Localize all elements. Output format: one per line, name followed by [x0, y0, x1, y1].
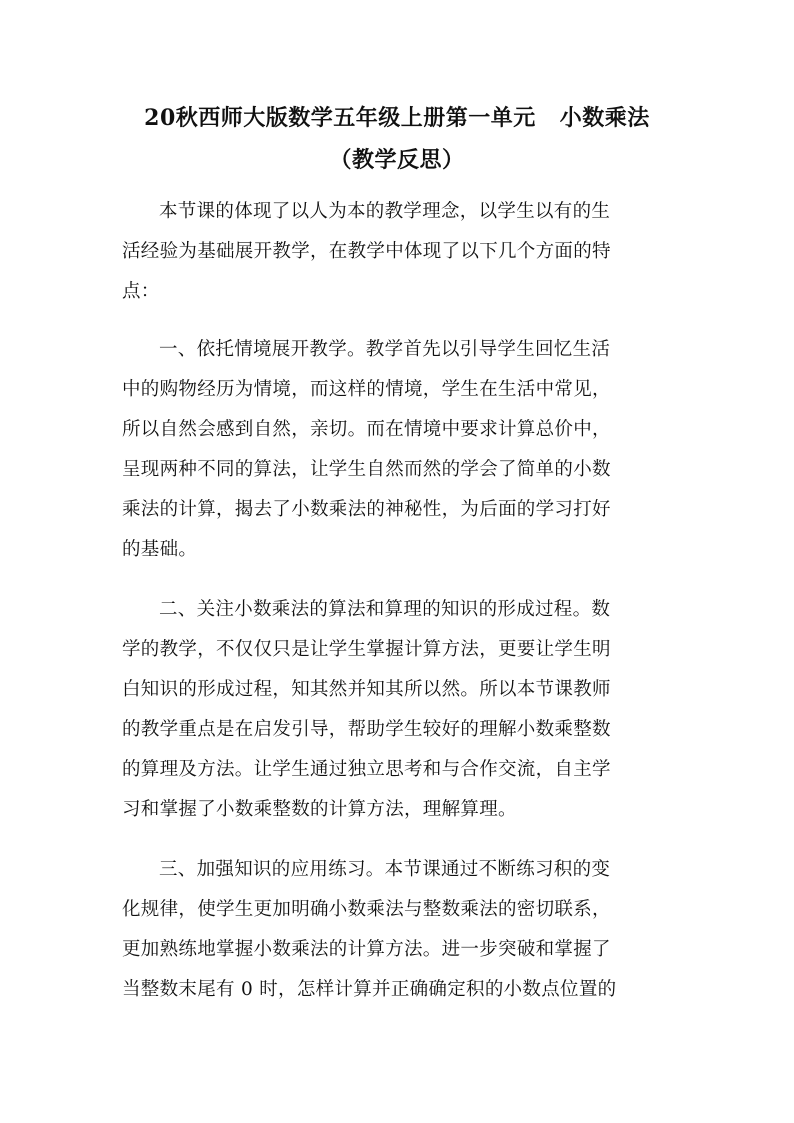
- paragraph-line: 化规律，使学生更加明确小数乘法与整数乘法的密切联系，: [122, 899, 611, 920]
- paragraph-line: 二、关注小数乘法的算法和算理的知识的形成过程。数: [159, 599, 611, 620]
- document-subtitle: （教学反思）: [329, 147, 465, 173]
- paragraph-point-1: [122, 330, 682, 570]
- paragraph-line: 更加熟练地掌握小数乘法的计算方法。进一步突破和掌握了: [122, 939, 611, 960]
- paragraph-line: 中的购物经历为情境，而这样的情境，学生在生活中常见，: [122, 379, 611, 400]
- paragraph-line: 当整数末尾有 0 时，怎样计算并正确确定积的小数点位置的: [122, 979, 617, 1000]
- paragraph-line: 一、依托情境展开教学。教学首先以引导学生回忆生活: [159, 339, 611, 360]
- title-main: 20秋西师大版数学五年级上册第一单元: [144, 105, 536, 131]
- paragraph-line: 的教学重点是在启发引导，帮助学生较好的理解小数乘整数: [122, 719, 611, 740]
- paragraph-line: 的算理及方法。让学生通过独立思考和与合作交流，自主学: [122, 759, 611, 780]
- paragraph-line: 本节课的体现了以人为本的教学理念，以学生以有的生: [159, 201, 611, 222]
- document-title: [0, 102, 794, 134]
- paragraph-point-2: [122, 590, 682, 830]
- paragraph-intro: [122, 192, 682, 312]
- paragraph-line: 的基础。: [122, 539, 198, 560]
- paragraph-line: 乘法的计算，揭去了小数乘法的神秘性，为后面的学习打好: [122, 499, 611, 520]
- title-topic: 小数乘法: [559, 105, 650, 131]
- paragraph-line: 白知识的形成过程，知其然并知其所以然。所以本节课教师: [122, 679, 611, 700]
- paragraph-line: 学的教学，不仅仅只是让学生掌握计算方法，更要让学生明: [122, 639, 611, 660]
- paragraph-line: 点：: [122, 281, 160, 302]
- paragraph-line: 所以自然会感到自然，亲切。而在情境中要求计算总价中，: [122, 419, 611, 440]
- paragraph-line: 活经验为基础展开教学，在教学中体现了以下几个方面的特: [122, 241, 611, 262]
- paragraph-line: 呈现两种不同的算法，让学生自然而然的学会了简单的小数: [122, 459, 611, 480]
- paragraph-point-3: [122, 850, 682, 1010]
- paragraph-line: 三、加强知识的应用练习。本节课通过不断练习积的变: [159, 859, 611, 880]
- paragraph-line: 习和掌握了小数乘整数的计算方法，理解算理。: [122, 799, 517, 820]
